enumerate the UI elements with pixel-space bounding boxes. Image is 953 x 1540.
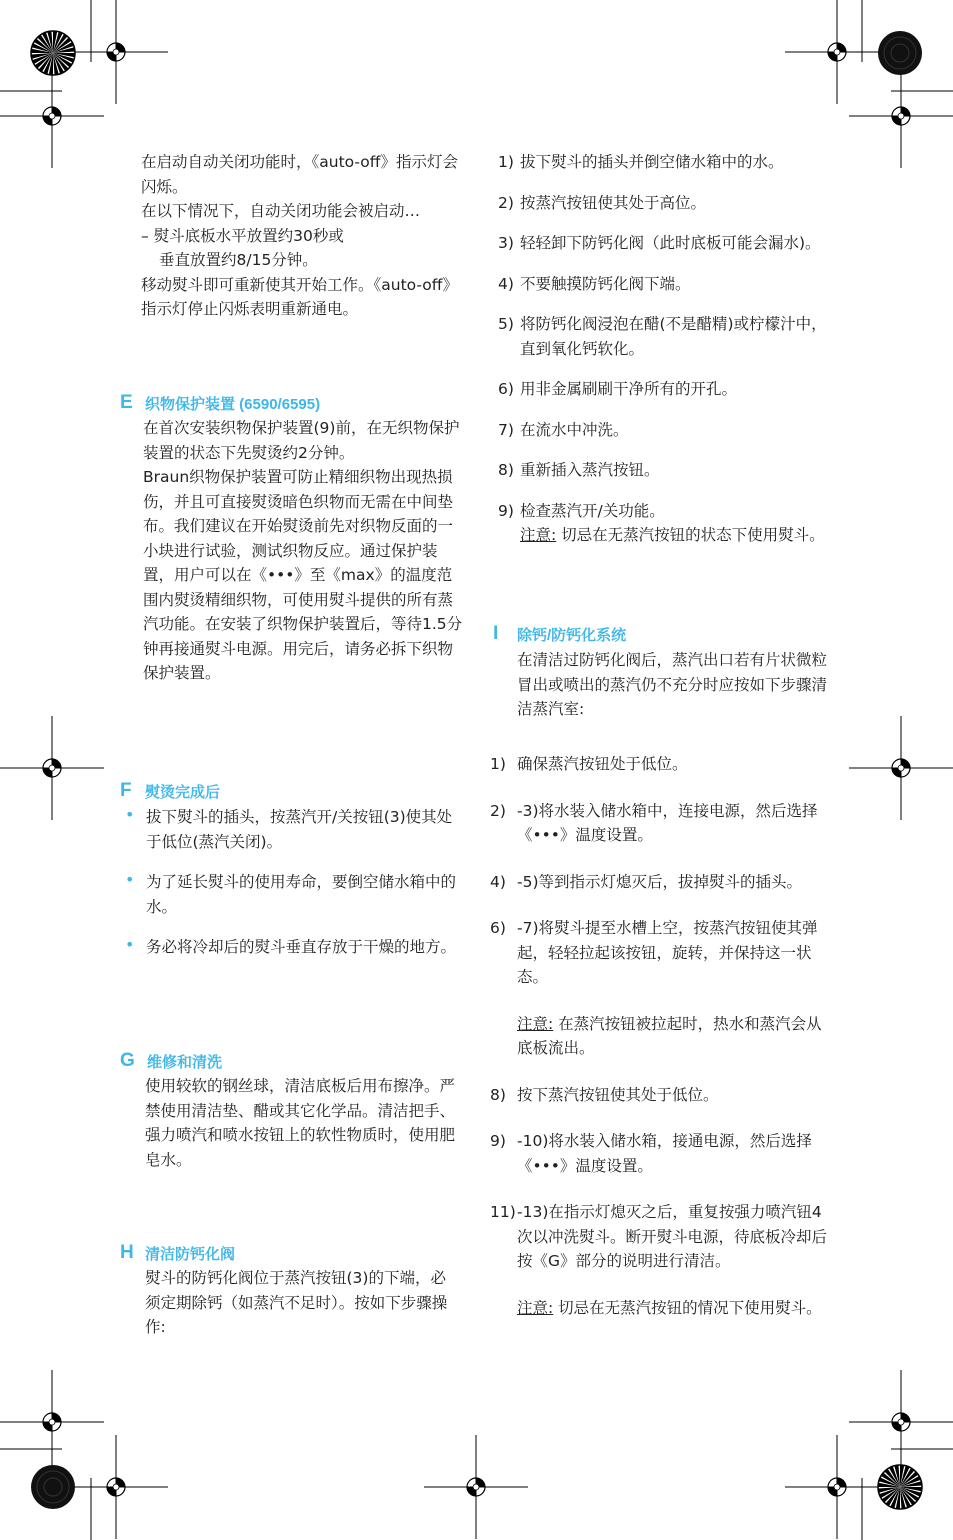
paragraph: 垂直放置约8/15分钟。 <box>159 251 318 269</box>
section-letter: H <box>120 1242 134 1263</box>
section-title: 除钙/防钙化系统 <box>517 627 627 644</box>
bullet-dot: • <box>125 935 135 954</box>
step-number: 11) <box>490 1203 516 1221</box>
section-letter: F <box>120 780 132 801</box>
step-item <box>490 870 835 895</box>
paragraph: Braun织物保护装置可防止精细织物出现热损伤，并且可直接熨烫暗色织物而无需在中间垫布。我们建议在开始熨烫前先对织物反面的一小块进行试验，测试织物反应。通过保护装置，用户可以在《•••》至《max》的温度范围内熨烫精细织物，可使用熨斗提供的所有蒸汽功能。在安装了织物保护装置后，等待1.5分钟再接通熨斗电源。用完后，请务必拆下织物保护装置。 <box>143 468 463 682</box>
note <box>498 523 830 548</box>
starburst-mark <box>30 30 76 76</box>
list-item-text: 拔下熨斗的插头，按蒸汽开/关按钮(3)使其处于低位(蒸汽关闭)。 <box>146 808 453 851</box>
paragraph: 在清洁过防钙化阀后，蒸汽出口若有片状微粒冒出或喷出的蒸汽仍不充分时应按如下步骤清洁蒸汽室: <box>517 651 828 718</box>
step-item <box>498 231 848 256</box>
paragraph: 在启动自动关闭功能时，《auto-off》指示灯会闪烁。 <box>141 153 458 196</box>
note-text: 切忌在无蒸汽按钮的状态下使用熨斗。 <box>561 526 825 544</box>
section-letter: G <box>120 1050 135 1071</box>
paragraph: 使用较软的钢丝球，清洁底板后用布擦净。严禁使用清洁垫、醋或其它化学品。清洁把手、强力喷汽和喷水按钮上的软性物质时，使用肥皂水。 <box>145 1077 456 1169</box>
step-item <box>498 377 848 402</box>
note <box>490 1296 835 1321</box>
step-item <box>490 752 835 777</box>
step-item <box>498 191 848 216</box>
step-item <box>490 916 835 990</box>
section-title: 清洁防钙化阀 <box>145 1246 236 1263</box>
section-body <box>145 1074 465 1172</box>
step-number: 8) <box>498 461 514 479</box>
section-body <box>517 648 835 722</box>
step-number: 4) <box>498 274 514 293</box>
step-text: 轻轻卸下防钙化阀（此时底板可能会漏水)。 <box>520 234 821 252</box>
list-item <box>125 805 465 854</box>
step-item <box>498 458 848 483</box>
section-title: 熨烫完成后 <box>145 784 221 801</box>
paragraph: – 熨斗底板水平放置约30秒或 <box>141 226 344 245</box>
step-item <box>498 272 848 297</box>
step-item <box>490 799 835 848</box>
step-number: 5) <box>498 315 514 333</box>
list-item <box>125 935 465 960</box>
step-text: 检查蒸汽开/关功能。 <box>520 501 665 520</box>
step-number: 8) <box>490 1085 506 1104</box>
bullet-dot: • <box>125 870 135 889</box>
dark-circle-mark <box>877 30 923 76</box>
step-item <box>490 1083 835 1108</box>
step-text: -3)将水装入储水箱中，连接电源，然后选择《•••》温度设置。 <box>517 801 818 844</box>
note-text: 切忌在无蒸汽按钮的情况下使用熨斗。 <box>558 1298 822 1317</box>
note-label: 注意: <box>517 1014 554 1033</box>
step-number: 3) <box>498 234 514 252</box>
step-text: -5)等到指示灯熄灭后，拔掉熨斗的插头。 <box>517 872 803 891</box>
step-number: 9) <box>498 501 514 520</box>
step-number: 4) <box>490 872 506 891</box>
step-text: 按蒸汽按钮使其处于高位。 <box>520 193 707 212</box>
step-item <box>498 418 848 443</box>
section-body <box>143 416 463 686</box>
step-number: 2) <box>498 193 514 212</box>
auto-off-intro <box>141 150 466 322</box>
list-item-text: 务必将冷却后的熨斗垂直存放于干燥的地方。 <box>146 938 457 956</box>
step-number: 1) <box>498 153 514 171</box>
section-letter: E <box>120 392 133 413</box>
paragraph: 熨斗的防钙化阀位于蒸汽按钮(3)的下端，必须定期除钙（如蒸汽不足时）。按如下步骤操作: <box>145 1269 448 1336</box>
descale-system-steps <box>490 752 835 1320</box>
paragraph: 在以下情况下，自动关闭功能会被启动… <box>141 202 421 220</box>
step-text: 在流水中冲洗。 <box>520 420 629 439</box>
starburst-mark <box>877 1464 923 1510</box>
step-text: 将防钙化阀浸泡在醋(不是醋精)或柠檬汁中，直到氧化钙软化。 <box>520 315 827 358</box>
step-number: 7) <box>498 420 514 439</box>
list-item <box>125 870 465 919</box>
note <box>490 1012 835 1061</box>
step-text: -10)将水装入储水箱，接通电源，然后选择《•••》温度设置。 <box>517 1132 812 1175</box>
step-text: 按下蒸汽按钮使其处于低位。 <box>517 1085 719 1104</box>
step-item <box>498 499 848 524</box>
note-text: 在蒸汽按钮被拉起时，热水和蒸汽会从底板流出。 <box>517 1014 822 1057</box>
step-item <box>498 150 848 175</box>
step-item <box>490 1200 835 1274</box>
descale-valve-steps <box>498 150 848 548</box>
step-number: 9) <box>490 1132 506 1150</box>
list-item-text: 为了延长熨斗的使用寿命，要倒空储水箱中的水。 <box>146 873 457 916</box>
step-text: 不要触摸防钙化阀下端。 <box>520 274 691 293</box>
section-title: 维修和清洗 <box>147 1054 223 1071</box>
step-item <box>498 312 848 361</box>
bullet-dot: • <box>125 805 135 824</box>
note-label: 注意: <box>520 526 557 544</box>
step-number: 1) <box>490 755 506 773</box>
paragraph: 在首次安装织物保护装置(9)前，在无织物保护装置的状态下先熨烫约2分钟。 <box>143 419 460 462</box>
paragraph: 移动熨斗即可重新使其开始工作。《auto-off》指示灯停止闪烁表明重新通电。 <box>141 275 458 318</box>
step-text: -7)将熨斗提至水槽上空，按蒸汽按钮使其弹起，轻轻拉起该按钮，旋转，并保持这一状态。 <box>517 919 818 986</box>
section-body <box>145 1266 455 1340</box>
step-text: 确保蒸汽按钮处于低位。 <box>517 755 688 773</box>
step-text: 拔下熨斗的插头并倒空储水箱中的水。 <box>520 153 784 171</box>
bullet-list <box>125 805 465 960</box>
step-number: 2) <box>490 801 506 820</box>
step-number: 6) <box>498 380 514 398</box>
step-text: -13)在指示灯熄灭之后，重复按强力喷汽钮4次以冲洗熨斗。断开熨斗电源，待底板冷却后按《G》部分的说明进行清洁。 <box>517 1203 828 1270</box>
dark-circle-mark <box>30 1464 76 1510</box>
step-text: 用非金属刷刷干净所有的开孔。 <box>520 380 738 398</box>
step-number: 6) <box>490 919 506 937</box>
step-text: 重新插入蒸汽按钮。 <box>520 461 660 479</box>
note-label: 注意: <box>517 1298 554 1317</box>
step-item <box>490 1129 835 1178</box>
section-letter: I <box>493 623 499 644</box>
section-title: 织物保护装置 (6590/6595) <box>145 396 321 413</box>
